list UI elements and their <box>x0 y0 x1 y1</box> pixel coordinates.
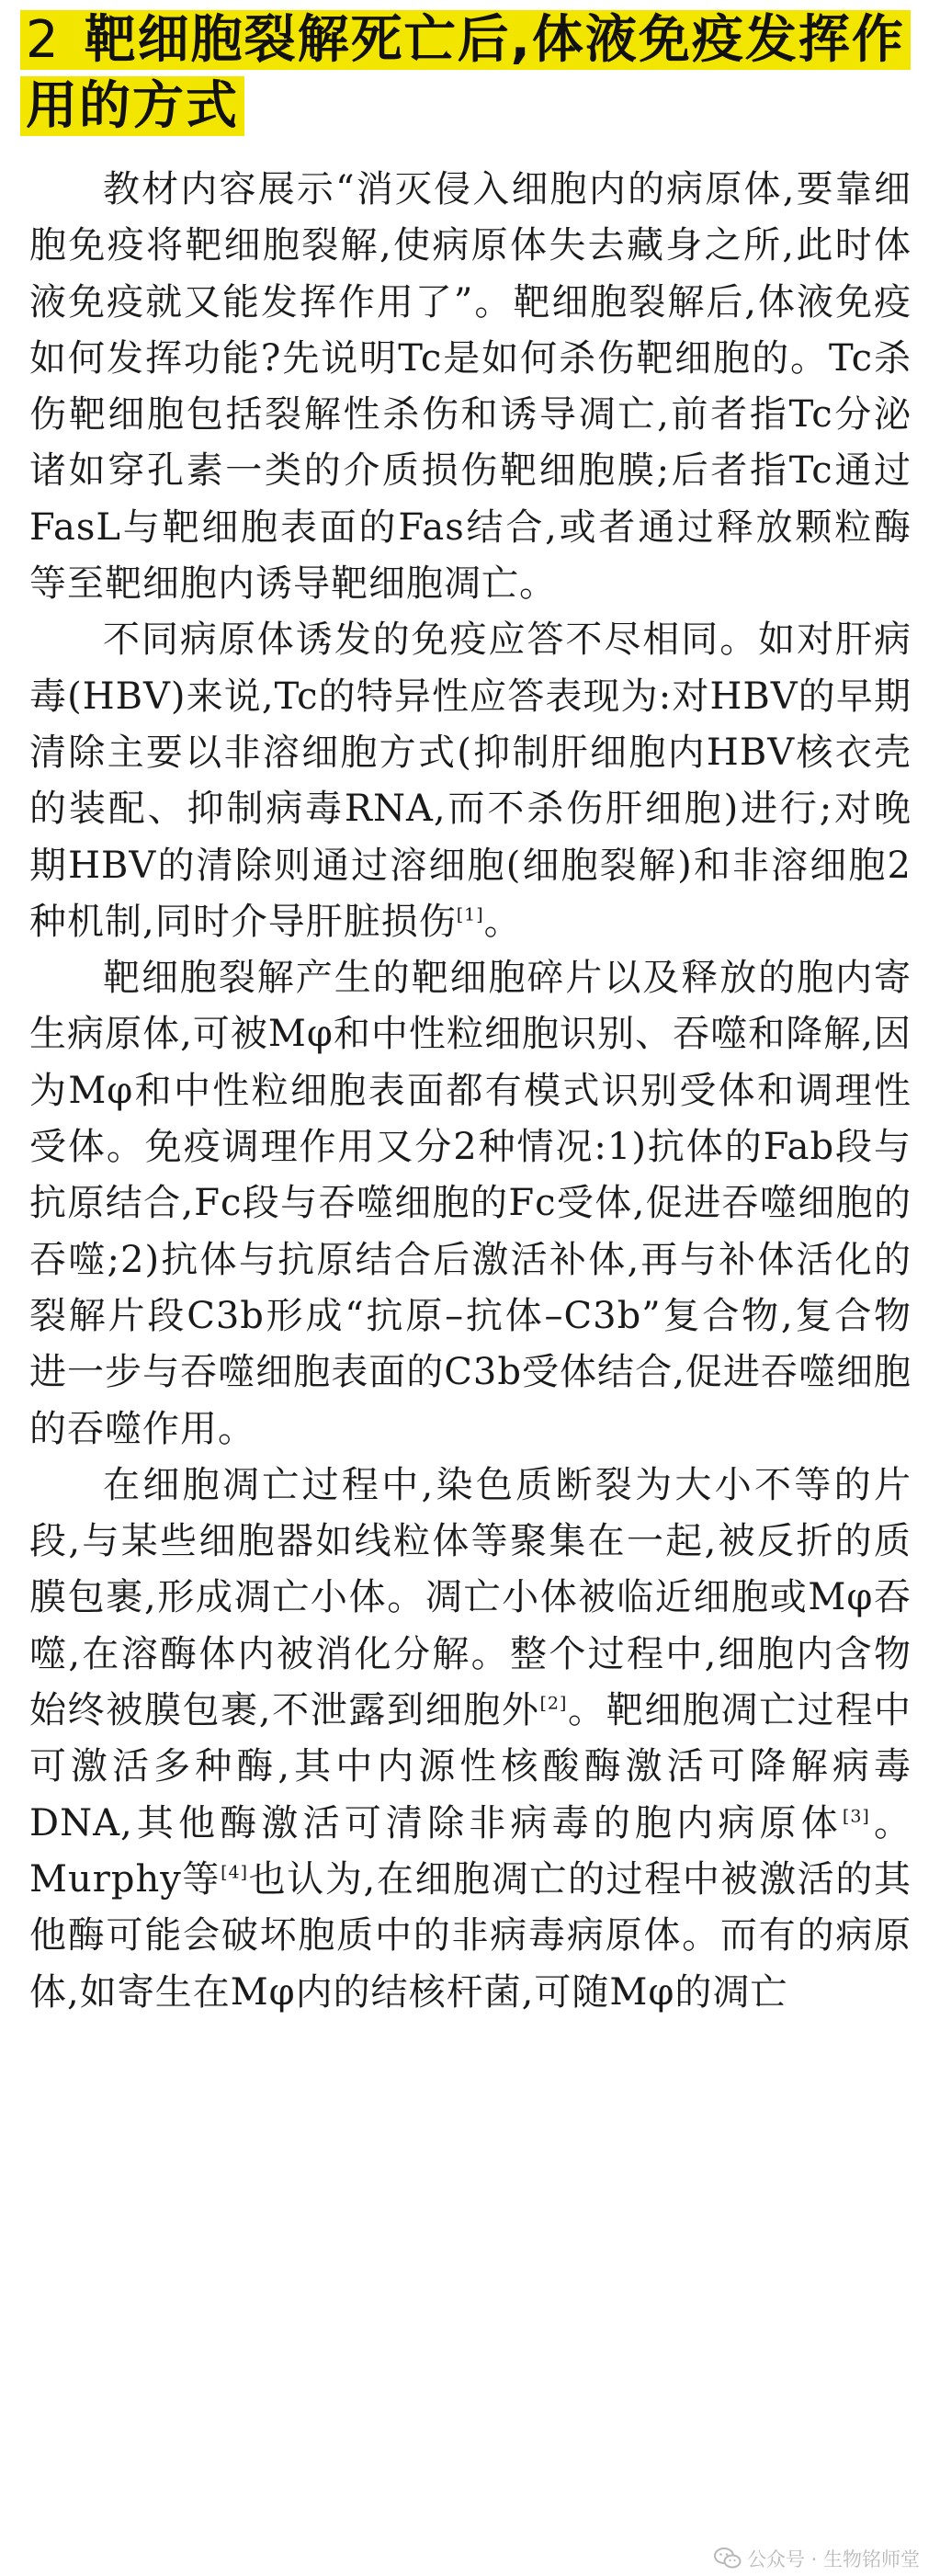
paragraph-text: 不同病原体诱发的免疫应答不尽相同。如对肝病毒(HBV)来说,Tc的特异性应答表现为:对HBV的早期清除主要以非溶细胞方式(抑制肝细胞内HBV核衣壳的装配、抑制病毒RNA,而不杀伤肝细胞)进行;对晚期HBV的清除则通过溶细胞(细胞裂解)和非溶细胞2种机制,同时介导肝脏损伤 <box>29 618 912 943</box>
paragraph-1 <box>29 162 912 612</box>
section-heading <box>20 7 921 140</box>
paragraph-text: 。靶细胞凋亡过程中可激活多种酶,其中内源性核酸酶激活可降解病毒DNA,其他酶激活可清除非病毒的胞内病原体 <box>29 1689 912 1844</box>
body-text <box>29 162 912 2021</box>
citation-marker: [4] <box>221 1862 248 1883</box>
wechat-icon <box>714 2547 742 2570</box>
citation-marker: [3] <box>842 1806 870 1827</box>
paragraph-text: 也认为,在细胞凋亡的过程中被激活的其他酶可能会破坏胞质中的非病毒病原体。而有的病原体,如寄生在Mφ内的结核杆菌,可随Mφ的凋亡 <box>29 1857 912 2014</box>
watermark <box>714 2545 920 2572</box>
section-title: 靶细胞裂解死亡后,体液免疫发挥作用的方式 <box>26 10 905 136</box>
heading-highlight <box>20 10 911 136</box>
paragraph-text: 。 <box>483 900 522 943</box>
paragraph-4 <box>29 1458 912 2021</box>
paragraph-text: 靶细胞裂解产生的靶细胞碎片以及释放的胞内寄生病原体,可被Mφ和中性粒细胞识别、吞噬和降解,因为Mφ和中性粒细胞表面都有模式识别受体和调理性受体。免疫调理作用又分2种情况:1)抗体的Fab段与抗原结合,Fc段与吞噬细胞的Fc受体,促进吞噬细胞的吞噬;2)抗体与抗原结合后激活补体,再与补体活化的裂解片段C3b形成“抗原–抗体–C3b”复合物,复合物进一步与吞噬细胞表面的C3b受体结合,促进吞噬细胞的吞噬作用。 <box>29 957 912 1450</box>
paragraph-text: 。Murphy等 <box>29 1801 912 1901</box>
paragraph-text: 教材内容展示“消灭侵入细胞内的病原体,要靠细胞免疫将靶细胞裂解,使病原体失去藏身之所,此时体液免疫就又能发挥作用了”。靶细胞裂解后,体液免疫如何发挥功能?先说明Tc是如何杀伤靶细胞的。Tc杀伤靶细胞包括裂解性杀伤和诱导凋亡,前者指Tc分泌诸如穿孔素一类的介质损伤靶细胞膜;后者指Tc通过FasL与靶细胞表面的Fas结合,或者通过释放颗粒酶等至靶细胞内诱导靶细胞凋亡。 <box>29 168 912 606</box>
citation-marker: [1] <box>456 904 484 925</box>
watermark-text: 公众号 · 生物铭师堂 <box>746 2548 920 2570</box>
paragraph-text: 在细胞凋亡过程中,染色质断裂为大小不等的片段,与某些细胞器如线粒体等聚集在一起,被反折的质膜包裹,形成凋亡小体。凋亡小体被临近细胞或Mφ吞噬,在溶酶体内被消化分解。整个过程中,细胞内含物始终被膜包裹,不泄露到细胞外 <box>29 1463 912 1732</box>
paragraph-3 <box>29 950 912 1458</box>
section-number: 2 <box>26 10 61 70</box>
citation-marker: [2] <box>539 1693 568 1714</box>
paragraph-2 <box>29 612 912 950</box>
